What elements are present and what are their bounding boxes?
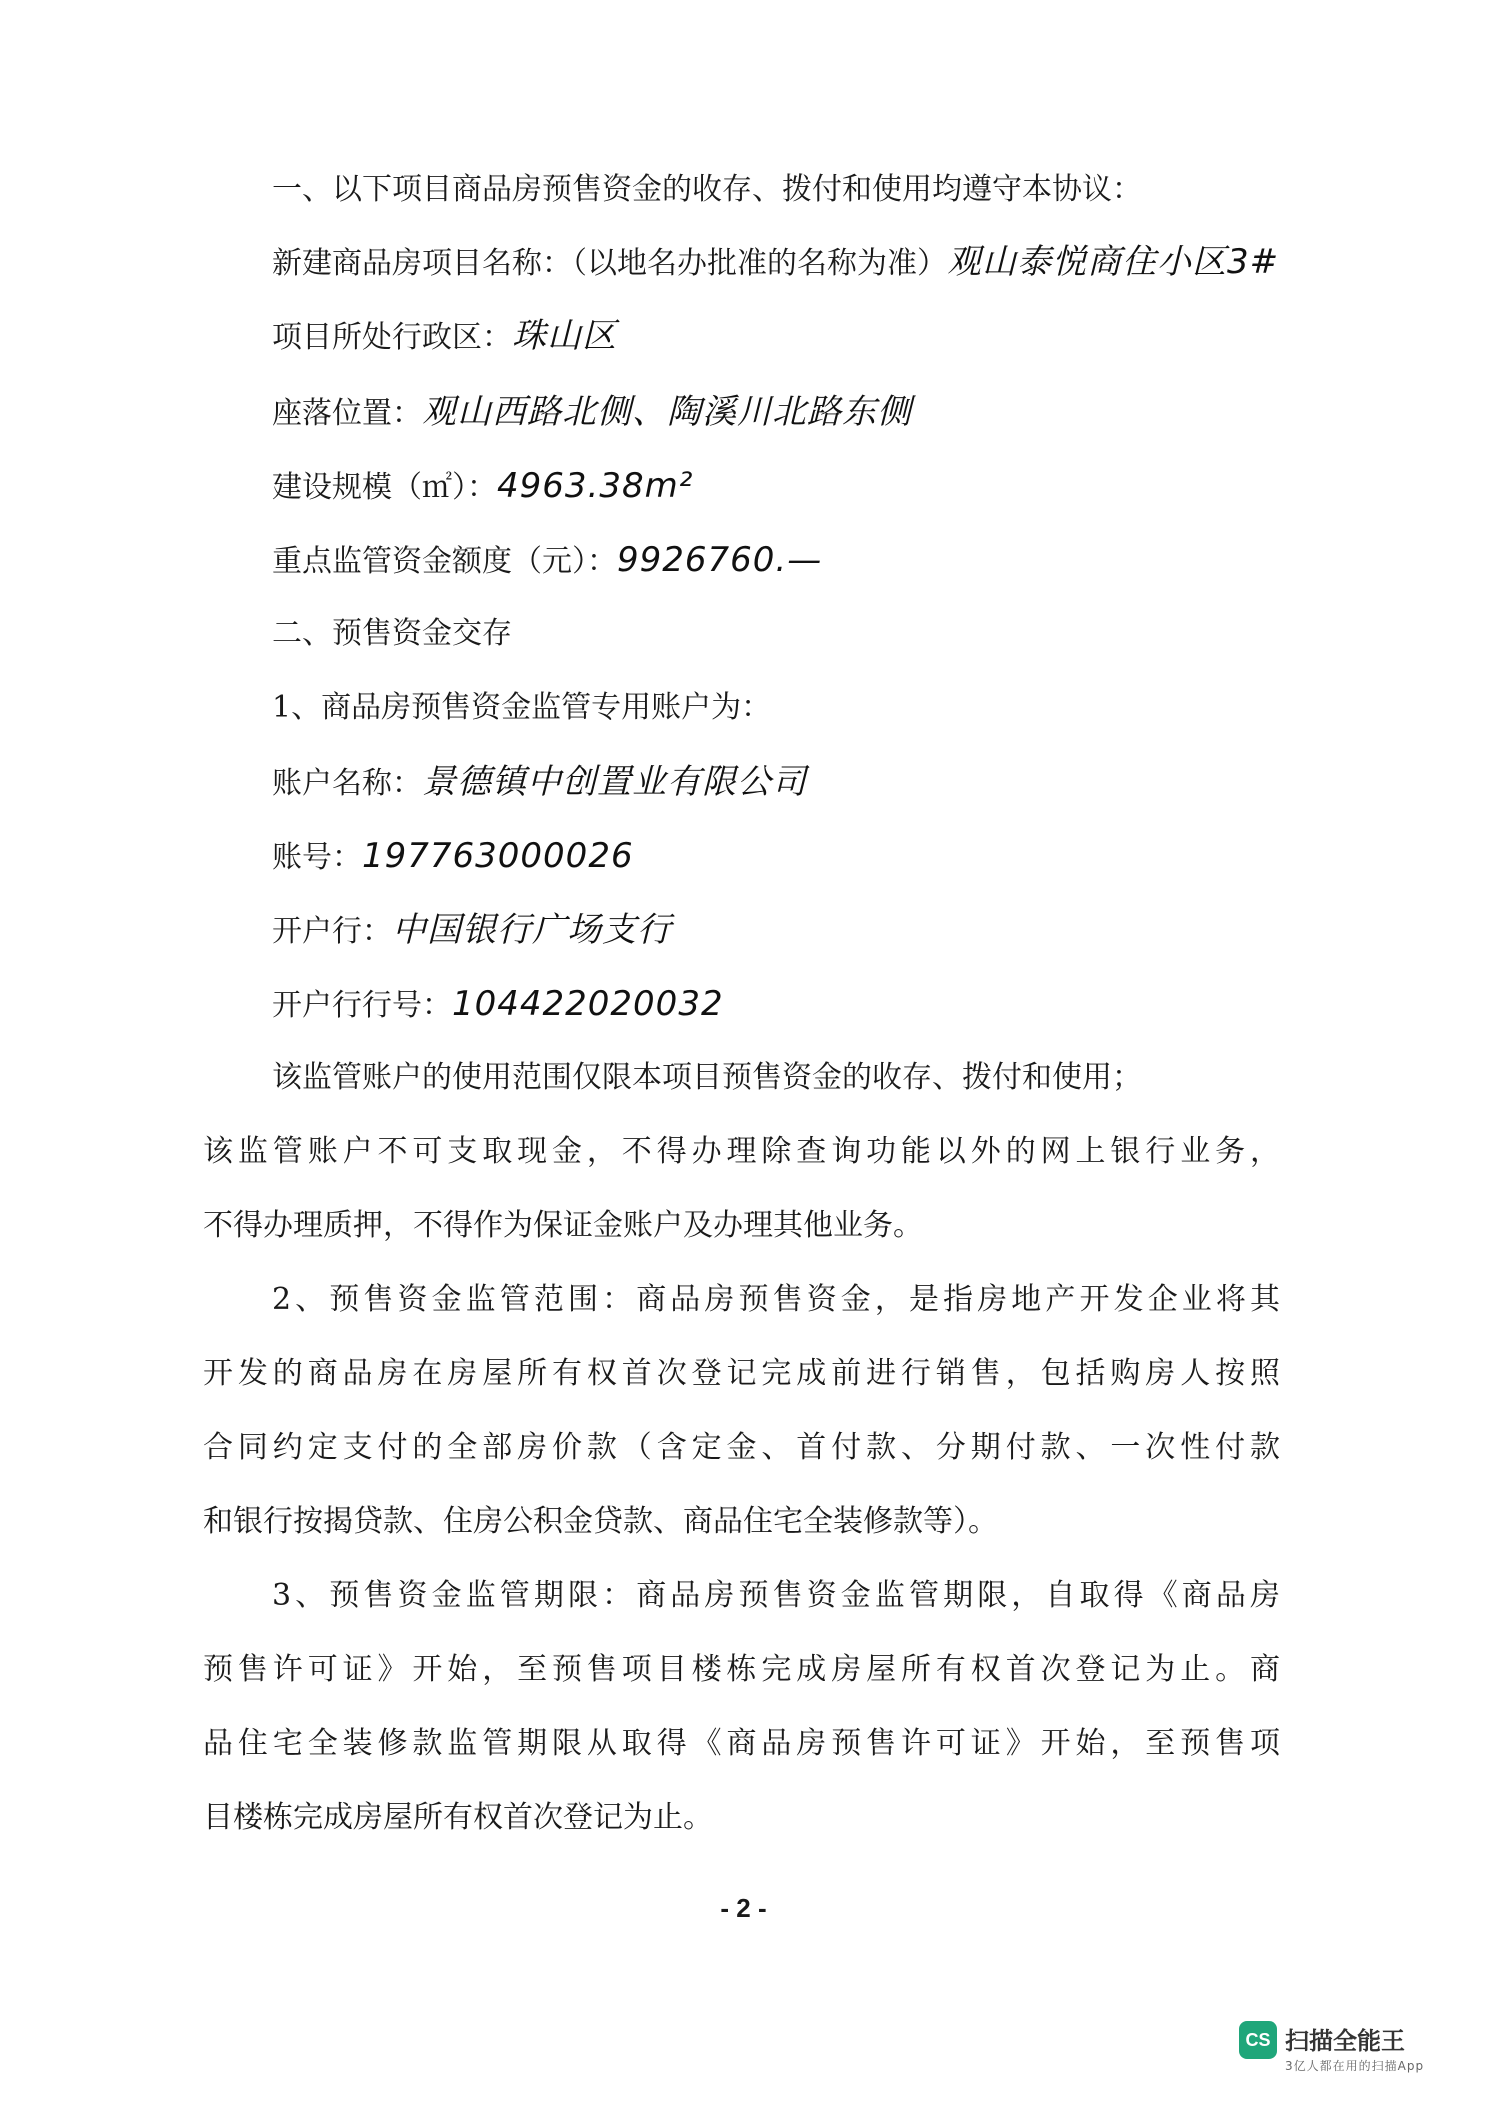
district-label: 项目所处行政区： — [272, 320, 512, 355]
watermark-app-name: 扫描全能王 — [1285, 2027, 1405, 2055]
usage-line-1: 该监管账户的使用范围仅限本项目预售资金的收存、拨付和使用； — [272, 1060, 1142, 1095]
item2-line-3: 合同约定支付的全部房价款（含定金、首付款、分期付款、一次性付款 — [203, 1430, 1280, 1465]
amount-row — [272, 540, 822, 582]
item3-line-2: 预售许可证》开始，至预售项目楼栋完成房屋所有权首次登记为止。商 — [203, 1652, 1280, 1687]
location-label: 座落位置： — [272, 396, 422, 431]
item2-line-1: 2、预售资金监管范围：商品房预售资金，是指房地产开发企业将其 — [272, 1282, 1280, 1317]
account-no-label: 账号： — [272, 840, 362, 875]
item1-text: 1、商品房预售资金监管专用账户为： — [272, 690, 772, 725]
account-name-label: 账户名称： — [272, 766, 422, 801]
bank-row — [272, 910, 672, 952]
item3-line-1: 3、预售资金监管期限：商品房预售资金监管期限，自取得《商品房 — [272, 1578, 1280, 1613]
bank-no-handwritten: 104422020032 — [452, 984, 724, 1024]
bank-handwritten: 中国银行广场支行 — [392, 910, 672, 950]
bank-no-label: 开户行行号： — [272, 988, 452, 1023]
project-name-label: 新建商品房项目名称：（以地名办批准的名称为准） — [272, 246, 947, 281]
district-handwritten: 珠山区 — [512, 316, 617, 356]
item3-line-3: 品住宅全装修款监管期限从取得《商品房预售许可证》开始，至预售项 — [203, 1726, 1280, 1761]
scale-row — [272, 466, 693, 508]
usage-line-2: 该监管账户不可支取现金，不得办理除查询功能以外的网上银行业务， — [203, 1134, 1280, 1169]
item2-line-4: 和银行按揭贷款、住房公积金贷款、商品住宅全装修款等）。 — [203, 1504, 998, 1539]
account-name-handwritten: 景德镇中创置业有限公司 — [422, 762, 807, 802]
project-name-handwritten: 观山泰悦商住小区3# — [947, 242, 1280, 282]
account-no-handwritten: 197763000026 — [362, 836, 634, 876]
location-row — [272, 392, 912, 434]
scale-handwritten: 4963.38m² — [497, 466, 694, 506]
usage-line-3: 不得办理质押，不得作为保证金账户及办理其他业务。 — [203, 1208, 923, 1243]
watermark-tagline: 3亿人都在用的扫描App — [1285, 2059, 1425, 2073]
amount-label: 重点监管资金额度（元）： — [272, 544, 617, 579]
item2-line-2: 开发的商品房在房屋所有权首次登记完成前进行销售，包括购房人按照 — [203, 1356, 1280, 1391]
bank-label: 开户行： — [272, 914, 392, 949]
page-number: - 2 - — [720, 1893, 767, 1923]
project-name-row — [272, 242, 1279, 284]
section2-heading: 二、预售资金交存 — [272, 616, 512, 651]
scanner-watermark — [1239, 2019, 1459, 2079]
amount-handwritten: 9926760.— — [617, 540, 823, 580]
bank-no-row — [272, 984, 724, 1026]
account-no-row — [272, 836, 634, 878]
camscanner-logo-icon: CS — [1239, 2021, 1277, 2059]
account-name-row — [272, 762, 807, 804]
section1-heading: 一、以下项目商品房预售资金的收存、拨付和使用均遵守本协议： — [272, 172, 1142, 207]
item3-line-4: 目楼栋完成房屋所有权首次登记为止。 — [203, 1800, 713, 1835]
location-handwritten: 观山西路北侧、陶溪川北路东侧 — [422, 392, 912, 432]
district-row — [272, 316, 617, 358]
scale-label: 建设规模（㎡）： — [272, 470, 497, 505]
